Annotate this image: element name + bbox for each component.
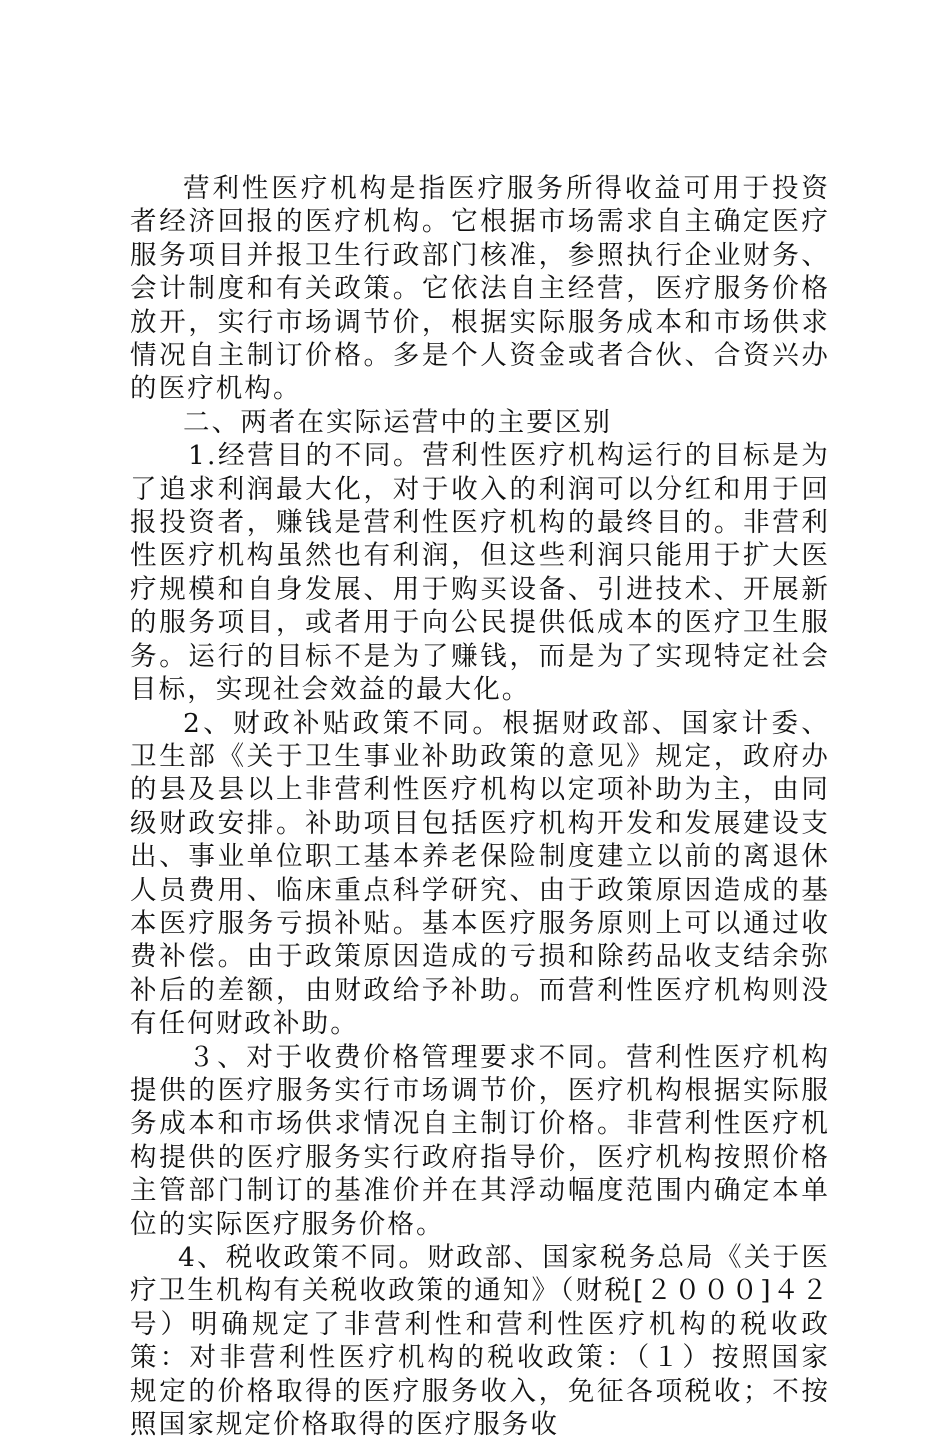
paragraph-operating-purpose: 1.经营目的不同。营利性医疗机构运行的目标是为了追求利润最大化，对于收入的利润可以分红和用于回报投资者，赚钱是营利性医疗机构的最终目的。非营利性医疗机构虽然也有利润，但这些利润只能用于扩大医疗规模和自身发展、用于购买设备、引进技术、开展新的服务项目，或者用于向公民提供低成本的医疗卫生服务。运行的目标不是为了赚钱，而是为了实现特定社会目标，实现社会效益的最大化。 bbox=[130, 440, 830, 706]
section-heading-main-differences: 二、两者在实际运营中的主要区别 bbox=[183, 406, 612, 438]
paragraph-price-management: ３、对于收费价格管理要求不同。营利性医疗机构提供的医疗服务实行市场调节价，医疗机构根据实际服务成本和市场供求情况自主制订价格。非营利性医疗机构提供的医疗服务实行政府指导价，医疗机构按照价格主管部门制订的基准价并在其浮动幅度范围内确定本单位的实际医疗服务价格。 bbox=[130, 1041, 830, 1240]
paragraph-for-profit-definition: 营利性医疗机构是指医疗服务所得收益可用于投资者经济回报的医疗机构。它根据市场需求自主确定医疗服务项目并报卫生行政部门核准，参照执行企业财务、会计制度和有关政策。它依法自主经营，医疗服务价格放开，实行市场调节价，根据实际服务成本和市场供求情况自主制订价格。多是个人资金或者合伙、合资兴办的医疗机构。 bbox=[130, 173, 830, 405]
paragraph-tax-policy: 4、税收政策不同。财政部、国家税务总局《关于医疗卫生机构有关税收政策的通知》（财税[２０００]４２号）明确规定了非营利性和营利性医疗机构的税收政策：对非营利性医疗机构的税收政策：（１）按照国家规定的价格取得的医疗服务收入，免征各项税收；不按照国家规定价格取得的医疗服务收 bbox=[130, 1242, 830, 1441]
paragraph-fiscal-subsidy: 2、财政补贴政策不同。根据财政部、国家计委、卫生部《关于卫生事业补助政策的意见》规定，政府办的县及县以上非营利性医疗机构以定项补助为主，由同级财政安排。补助项目包括医疗机构开发和发展建设支出、事业单位职工基本养老保险制度建立以前的离退休人员费用、临床重点科学研究、由于政策原因造成的基本医疗服务亏损补贴。基本医疗服务原则上可以通过收费补偿。由于政策原因造成的亏损和除药品收支结余弥补后的差额，由财政给予补助。而营利性医疗机构则没有任何财政补助。 bbox=[130, 707, 830, 1040]
document-body bbox=[130, 172, 830, 1441]
